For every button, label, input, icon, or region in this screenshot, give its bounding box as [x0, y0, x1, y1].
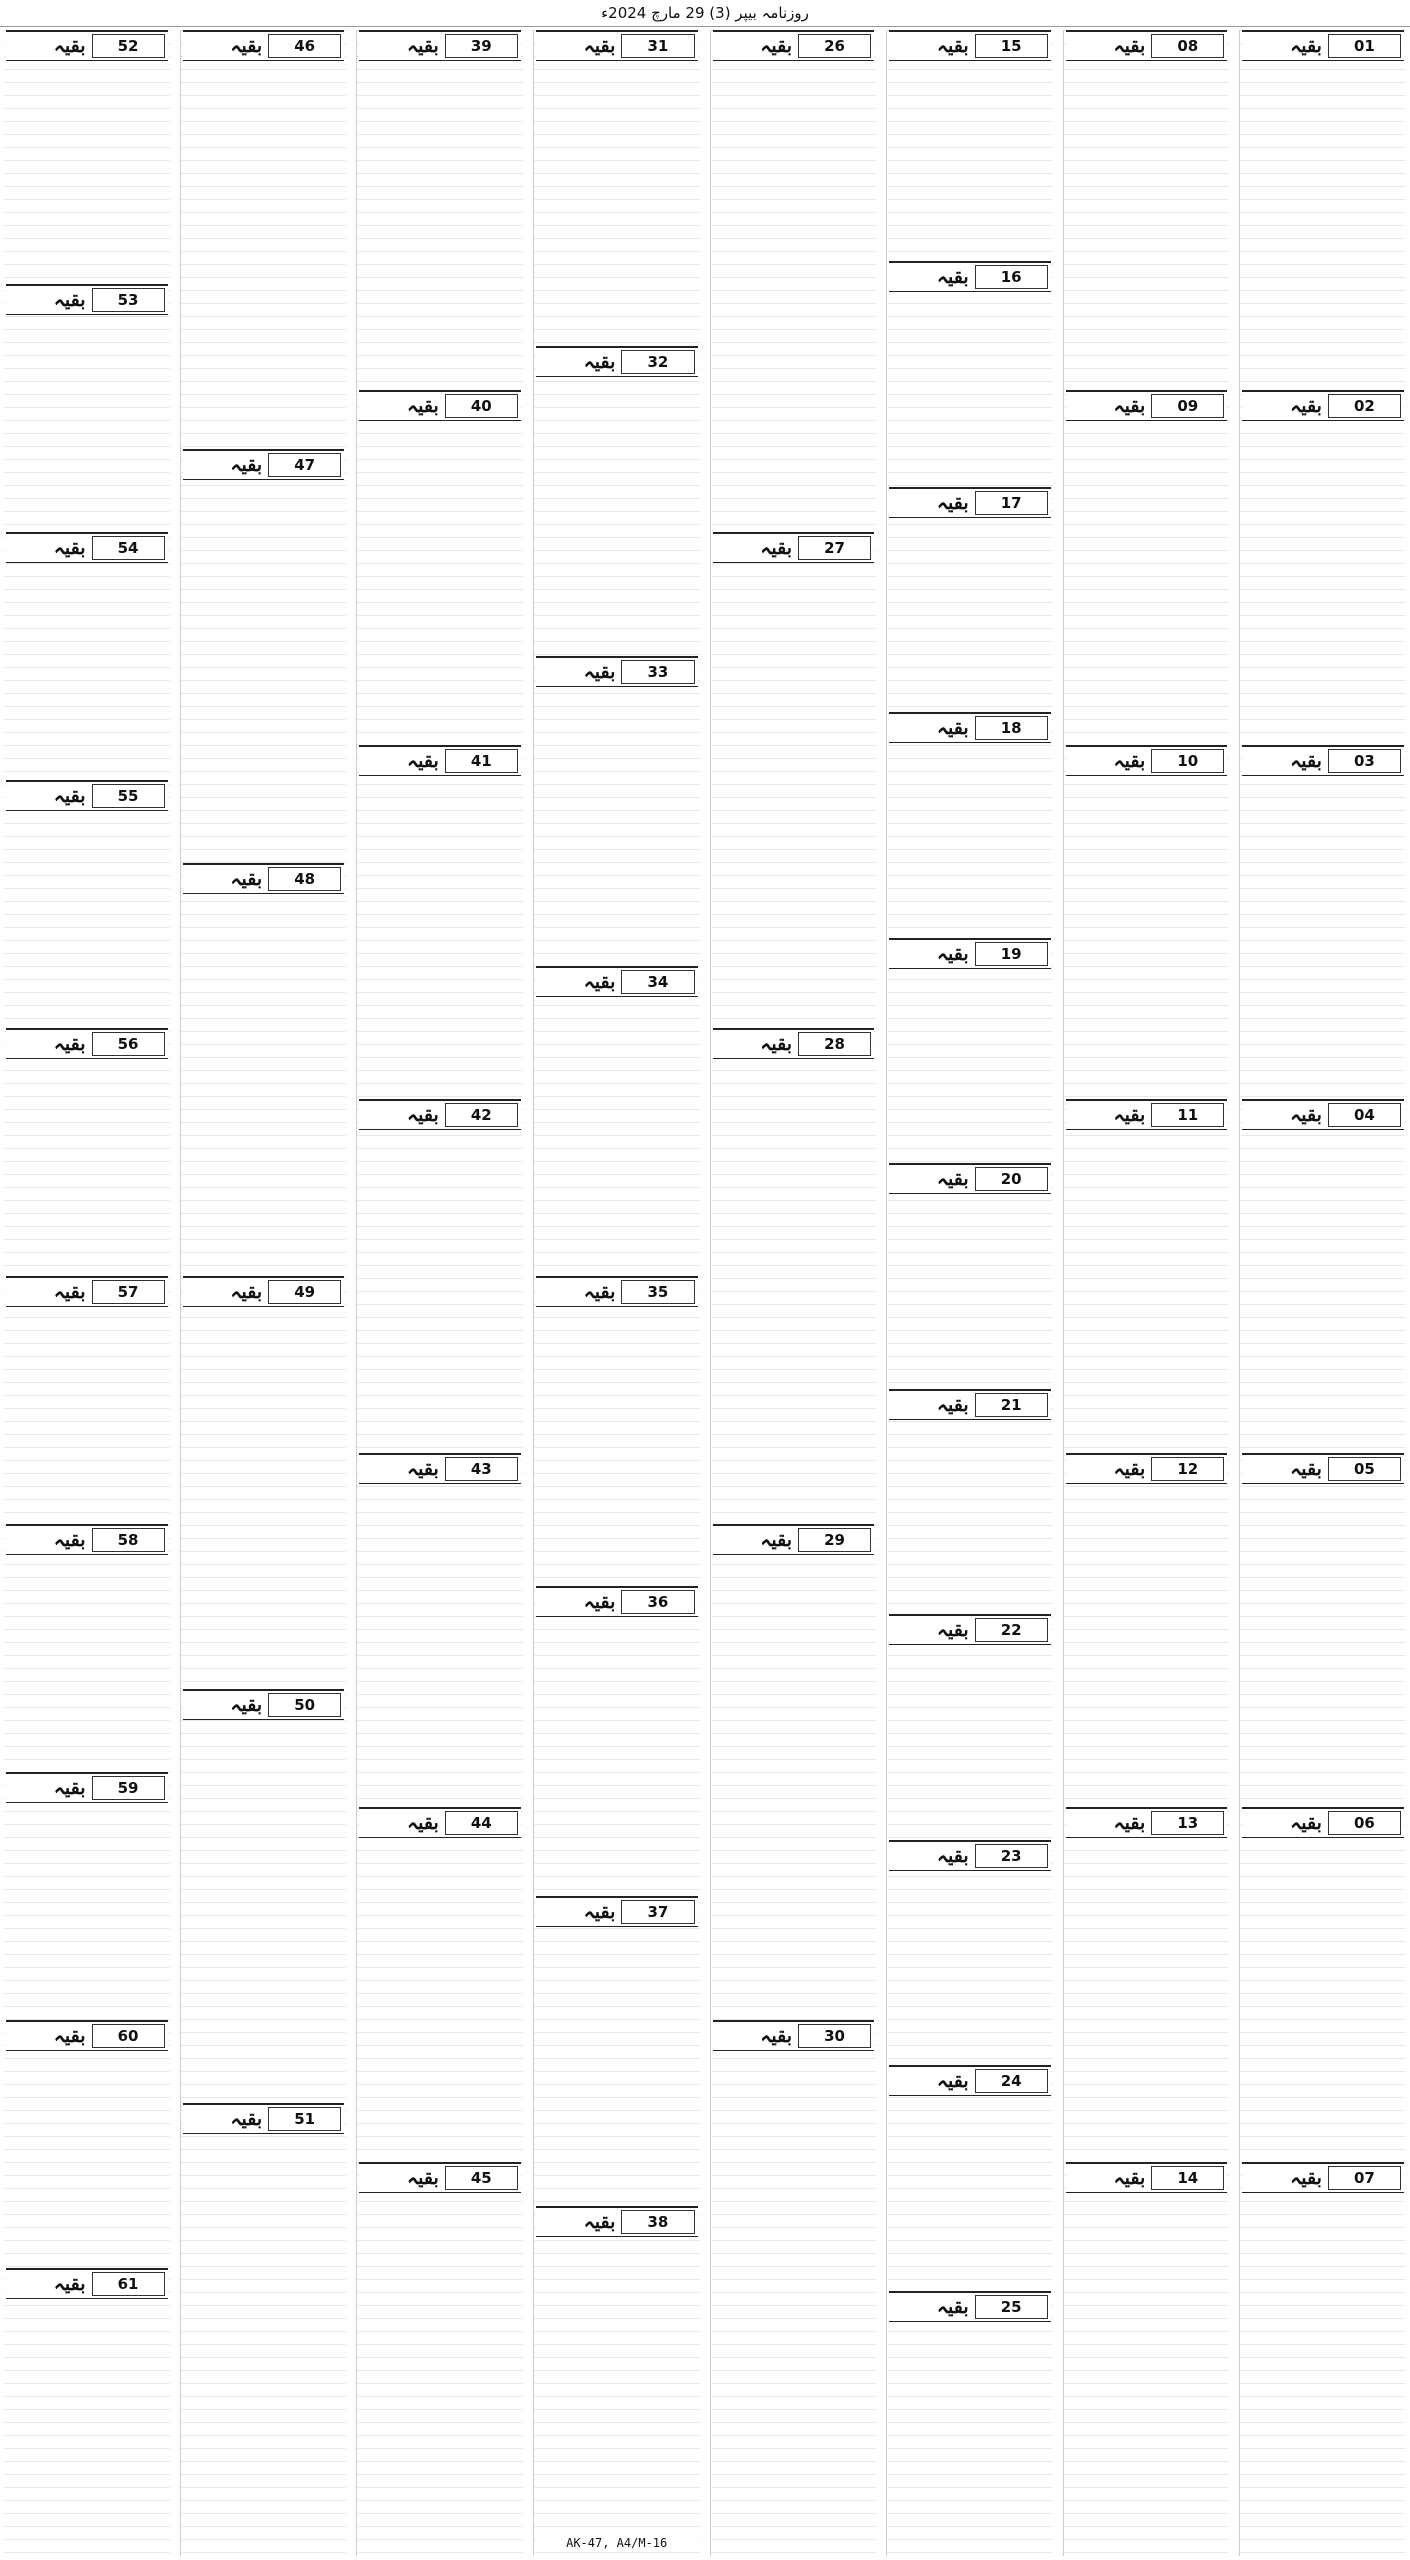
continuation-tag: بقیہ	[760, 2025, 793, 2047]
continuation-number: 11	[1151, 1103, 1224, 1127]
continuation-header	[1066, 745, 1228, 776]
continuation-number: 58	[92, 1528, 165, 1552]
continuation-tag: بقیہ	[53, 1529, 86, 1551]
continuation-header	[359, 1453, 521, 1484]
continuation-header	[889, 712, 1051, 743]
continuation-tag: بقیہ	[936, 1168, 969, 1190]
continuation-tag: بقیہ	[230, 1694, 263, 1716]
continuation-number: 51	[268, 2107, 341, 2131]
continuation-header	[1242, 1099, 1404, 1130]
continuation-tag: بقیہ	[936, 1845, 969, 1867]
continuation-header	[1242, 1807, 1404, 1838]
continuation-tag: بقیہ	[407, 1104, 439, 1126]
continuation-tag: بقیہ	[407, 2167, 439, 2189]
continuation-number: 19	[975, 942, 1048, 966]
continuation-header	[183, 449, 345, 480]
continuation-header	[359, 745, 521, 776]
continuation-header	[6, 284, 168, 315]
continuation-number: 01	[1328, 34, 1401, 58]
continuation-header	[536, 656, 698, 687]
continuation-number: 45	[445, 2166, 518, 2190]
continuation-number: 17	[975, 491, 1048, 515]
continuation-tag: بقیہ	[230, 454, 263, 476]
continuation-number: 03	[1328, 749, 1401, 773]
continuation-number: 16	[975, 265, 1048, 289]
continuation-tag: بقیہ	[936, 943, 969, 965]
continuation-tag: بقیہ	[936, 35, 969, 57]
continuation-number: 32	[621, 350, 694, 374]
continuation-tag: بقیہ	[1113, 1104, 1146, 1126]
continuation-number: 53	[92, 288, 165, 312]
continuation-header	[889, 30, 1051, 61]
continuation-number: 46	[268, 34, 341, 58]
continuation-number: 35	[621, 1280, 694, 1304]
continuation-header	[889, 2065, 1051, 2096]
continuation-tag: بقیہ	[1290, 750, 1322, 772]
continuation-header	[1242, 30, 1404, 61]
continuation-number: 49	[268, 1280, 341, 1304]
continuation-number: 12	[1151, 1457, 1224, 1481]
continuation-tag: بقیہ	[53, 2025, 86, 2047]
continuation-tag: بقیہ	[230, 868, 263, 890]
continuation-header	[6, 2268, 168, 2299]
continuation-number: 24	[975, 2069, 1048, 2093]
continuation-tag: بقیہ	[936, 492, 969, 514]
continuation-number: 28	[798, 1032, 871, 1056]
continuation-number: 06	[1328, 1811, 1401, 1835]
continuation-header	[536, 1896, 698, 1927]
continuation-header	[536, 346, 698, 377]
continuation-tag: بقیہ	[1113, 1812, 1146, 1834]
continuation-tag: بقیہ	[1290, 35, 1322, 57]
continuation-tag: بقیہ	[760, 1529, 793, 1551]
continuation-number: 52	[92, 34, 165, 58]
continuation-header	[6, 1028, 168, 1059]
continuation-header	[889, 1163, 1051, 1194]
continuation-tag: بقیہ	[583, 1591, 616, 1613]
continuation-number: 29	[798, 1528, 871, 1552]
continuation-tag: بقیہ	[230, 35, 263, 57]
continuation-number: 60	[92, 2024, 165, 2048]
continuation-header	[359, 1807, 521, 1838]
continuation-header	[889, 1840, 1051, 1871]
continuation-number: 25	[975, 2295, 1048, 2319]
continuation-header	[1066, 1453, 1228, 1484]
continuation-number: 15	[975, 34, 1048, 58]
continuation-header	[359, 390, 521, 421]
continuation-tag: بقیہ	[936, 2070, 969, 2092]
continuation-header	[536, 1586, 698, 1617]
continuation-tag: بقیہ	[1290, 1104, 1322, 1126]
continuation-header	[359, 2162, 521, 2193]
continuation-number: 31	[621, 34, 694, 58]
continuation-tag: بقیہ	[1113, 35, 1146, 57]
continuation-header	[1066, 390, 1228, 421]
continuation-number: 22	[975, 1618, 1048, 1642]
continuation-header	[536, 966, 698, 997]
continuation-number: 21	[975, 1393, 1048, 1417]
continuation-tag: بقیہ	[53, 289, 86, 311]
continuation-tag: بقیہ	[583, 1281, 616, 1303]
col-7	[180, 30, 347, 2556]
continuation-tag: بقیہ	[583, 1901, 616, 1923]
continuation-tag: بقیہ	[53, 785, 86, 807]
continuation-number: 05	[1328, 1457, 1401, 1481]
continuation-number: 39	[445, 34, 518, 58]
col-3	[886, 30, 1053, 2556]
columns	[4, 30, 1406, 2556]
continuation-header	[536, 30, 698, 61]
continuation-tag: بقیہ	[936, 1394, 969, 1416]
col-4	[710, 30, 877, 2556]
continuation-header	[713, 1524, 875, 1555]
continuation-tag: بقیہ	[407, 1458, 439, 1480]
continuation-header	[183, 1276, 345, 1307]
continuation-number: 41	[445, 749, 518, 773]
continuation-number: 20	[975, 1167, 1048, 1191]
continuation-header	[183, 1689, 345, 1720]
continuation-tag: بقیہ	[583, 351, 616, 373]
continuation-tag: بقیہ	[936, 1619, 969, 1641]
continuation-tag: بقیہ	[1290, 395, 1322, 417]
col-2	[1063, 30, 1230, 2556]
continuation-tag: بقیہ	[1290, 1812, 1322, 1834]
col-1	[1239, 30, 1406, 2556]
continuation-header	[1242, 390, 1404, 421]
bottom-line-text: AK-47, A4/M-16	[536, 2536, 698, 2550]
continuation-number: 27	[798, 536, 871, 560]
continuation-tag: بقیہ	[583, 661, 616, 683]
continuation-tag: بقیہ	[1113, 1458, 1146, 1480]
continuation-number: 55	[92, 784, 165, 808]
continuation-header	[713, 30, 875, 61]
continuation-number: 30	[798, 2024, 871, 2048]
continuation-tag: بقیہ	[1290, 1458, 1322, 1480]
continuation-tag: بقیہ	[936, 266, 969, 288]
continuation-tag: بقیہ	[583, 2211, 616, 2233]
continuation-header	[183, 863, 345, 894]
continuation-header	[713, 1028, 875, 1059]
continuation-tag: بقیہ	[760, 35, 793, 57]
continuation-number: 36	[621, 1590, 694, 1614]
continuation-tag: بقیہ	[760, 1033, 793, 1055]
continuation-header	[713, 2020, 875, 2051]
continuation-tag: بقیہ	[407, 750, 439, 772]
continuation-number: 47	[268, 453, 341, 477]
continuation-header	[6, 780, 168, 811]
continuation-tag: بقیہ	[1290, 2167, 1322, 2189]
continuation-header	[1066, 2162, 1228, 2193]
continuation-tag: بقیہ	[230, 2108, 263, 2130]
continuation-tag: بقیہ	[1113, 2167, 1146, 2189]
continuation-header	[889, 2291, 1051, 2322]
continuation-number: 23	[975, 1844, 1048, 1868]
continuation-tag: بقیہ	[407, 395, 439, 417]
continuation-tag: بقیہ	[583, 971, 616, 993]
continuation-header	[889, 1389, 1051, 1420]
continuation-header	[6, 1276, 168, 1307]
continuation-number: 56	[92, 1032, 165, 1056]
continuation-tag: بقیہ	[53, 1777, 86, 1799]
continuation-header	[6, 2020, 168, 2051]
continuation-tag: بقیہ	[936, 717, 969, 739]
continuation-header	[536, 1276, 698, 1307]
continuation-header	[6, 532, 168, 563]
continuation-number: 43	[445, 1457, 518, 1481]
continuation-number: 34	[621, 970, 694, 994]
continuation-tag: بقیہ	[53, 537, 86, 559]
continuation-number: 33	[621, 660, 694, 684]
continuation-header	[183, 2103, 345, 2134]
col-6	[356, 30, 523, 2556]
continuation-tag: بقیہ	[53, 35, 86, 57]
continuation-number: 57	[92, 1280, 165, 1304]
col-8	[4, 30, 170, 2556]
continuation-tag: بقیہ	[53, 1281, 86, 1303]
continuation-number: 26	[798, 34, 871, 58]
continuation-number: 44	[445, 1811, 518, 1835]
continuation-number: 13	[1151, 1811, 1224, 1835]
continuation-tag: بقیہ	[1113, 750, 1146, 772]
continuation-number: 38	[621, 2210, 694, 2234]
continuation-header	[1066, 1099, 1228, 1130]
col-5	[533, 30, 700, 2556]
continuation-tag: بقیہ	[1113, 395, 1146, 417]
continuation-number: 50	[268, 1693, 341, 1717]
continuation-number: 07	[1328, 2166, 1401, 2190]
continuation-number: 61	[92, 2272, 165, 2296]
continuation-tag: بقیہ	[407, 35, 439, 57]
continuation-number: 54	[92, 536, 165, 560]
continuation-number: 02	[1328, 394, 1401, 418]
continuation-tag: بقیہ	[407, 1812, 439, 1834]
continuation-header	[889, 938, 1051, 969]
continuation-header	[6, 1524, 168, 1555]
continuation-header	[1066, 1807, 1228, 1838]
masthead: روزنامہ بیپر (3) 29 مارچ 2024ء	[0, 0, 1410, 27]
continuation-header	[713, 532, 875, 563]
continuation-header	[359, 1099, 521, 1130]
continuation-header	[536, 2206, 698, 2237]
continuation-header	[183, 30, 345, 61]
continuation-number: 18	[975, 716, 1048, 740]
continuation-tag: بقیہ	[936, 2296, 969, 2318]
continuation-number: 10	[1151, 749, 1224, 773]
continuation-number: 37	[621, 1900, 694, 1924]
continuation-header	[359, 30, 521, 61]
continuation-tag: بقیہ	[583, 35, 616, 57]
continuation-header	[1242, 1453, 1404, 1484]
continuation-number: 59	[92, 1776, 165, 1800]
continuation-number: 04	[1328, 1103, 1401, 1127]
continuation-header	[889, 1614, 1051, 1645]
continuation-number: 09	[1151, 394, 1224, 418]
continuation-header	[1242, 2162, 1404, 2193]
continuation-number: 14	[1151, 2166, 1224, 2190]
continuation-header	[1242, 745, 1404, 776]
continuation-tag: بقیہ	[760, 537, 793, 559]
continuation-number: 42	[445, 1103, 518, 1127]
continuation-tag: بقیہ	[53, 2273, 86, 2295]
continuation-number: 40	[445, 394, 518, 418]
continuation-number: 48	[268, 867, 341, 891]
continuation-header	[889, 487, 1051, 518]
continuation-tag: بقیہ	[53, 1033, 86, 1055]
continuation-header	[6, 1772, 168, 1803]
continuation-header	[6, 30, 168, 61]
continuation-tag: بقیہ	[230, 1281, 263, 1303]
continuation-header	[889, 261, 1051, 292]
continuation-number: 08	[1151, 34, 1224, 58]
continuation-header	[1066, 30, 1228, 61]
